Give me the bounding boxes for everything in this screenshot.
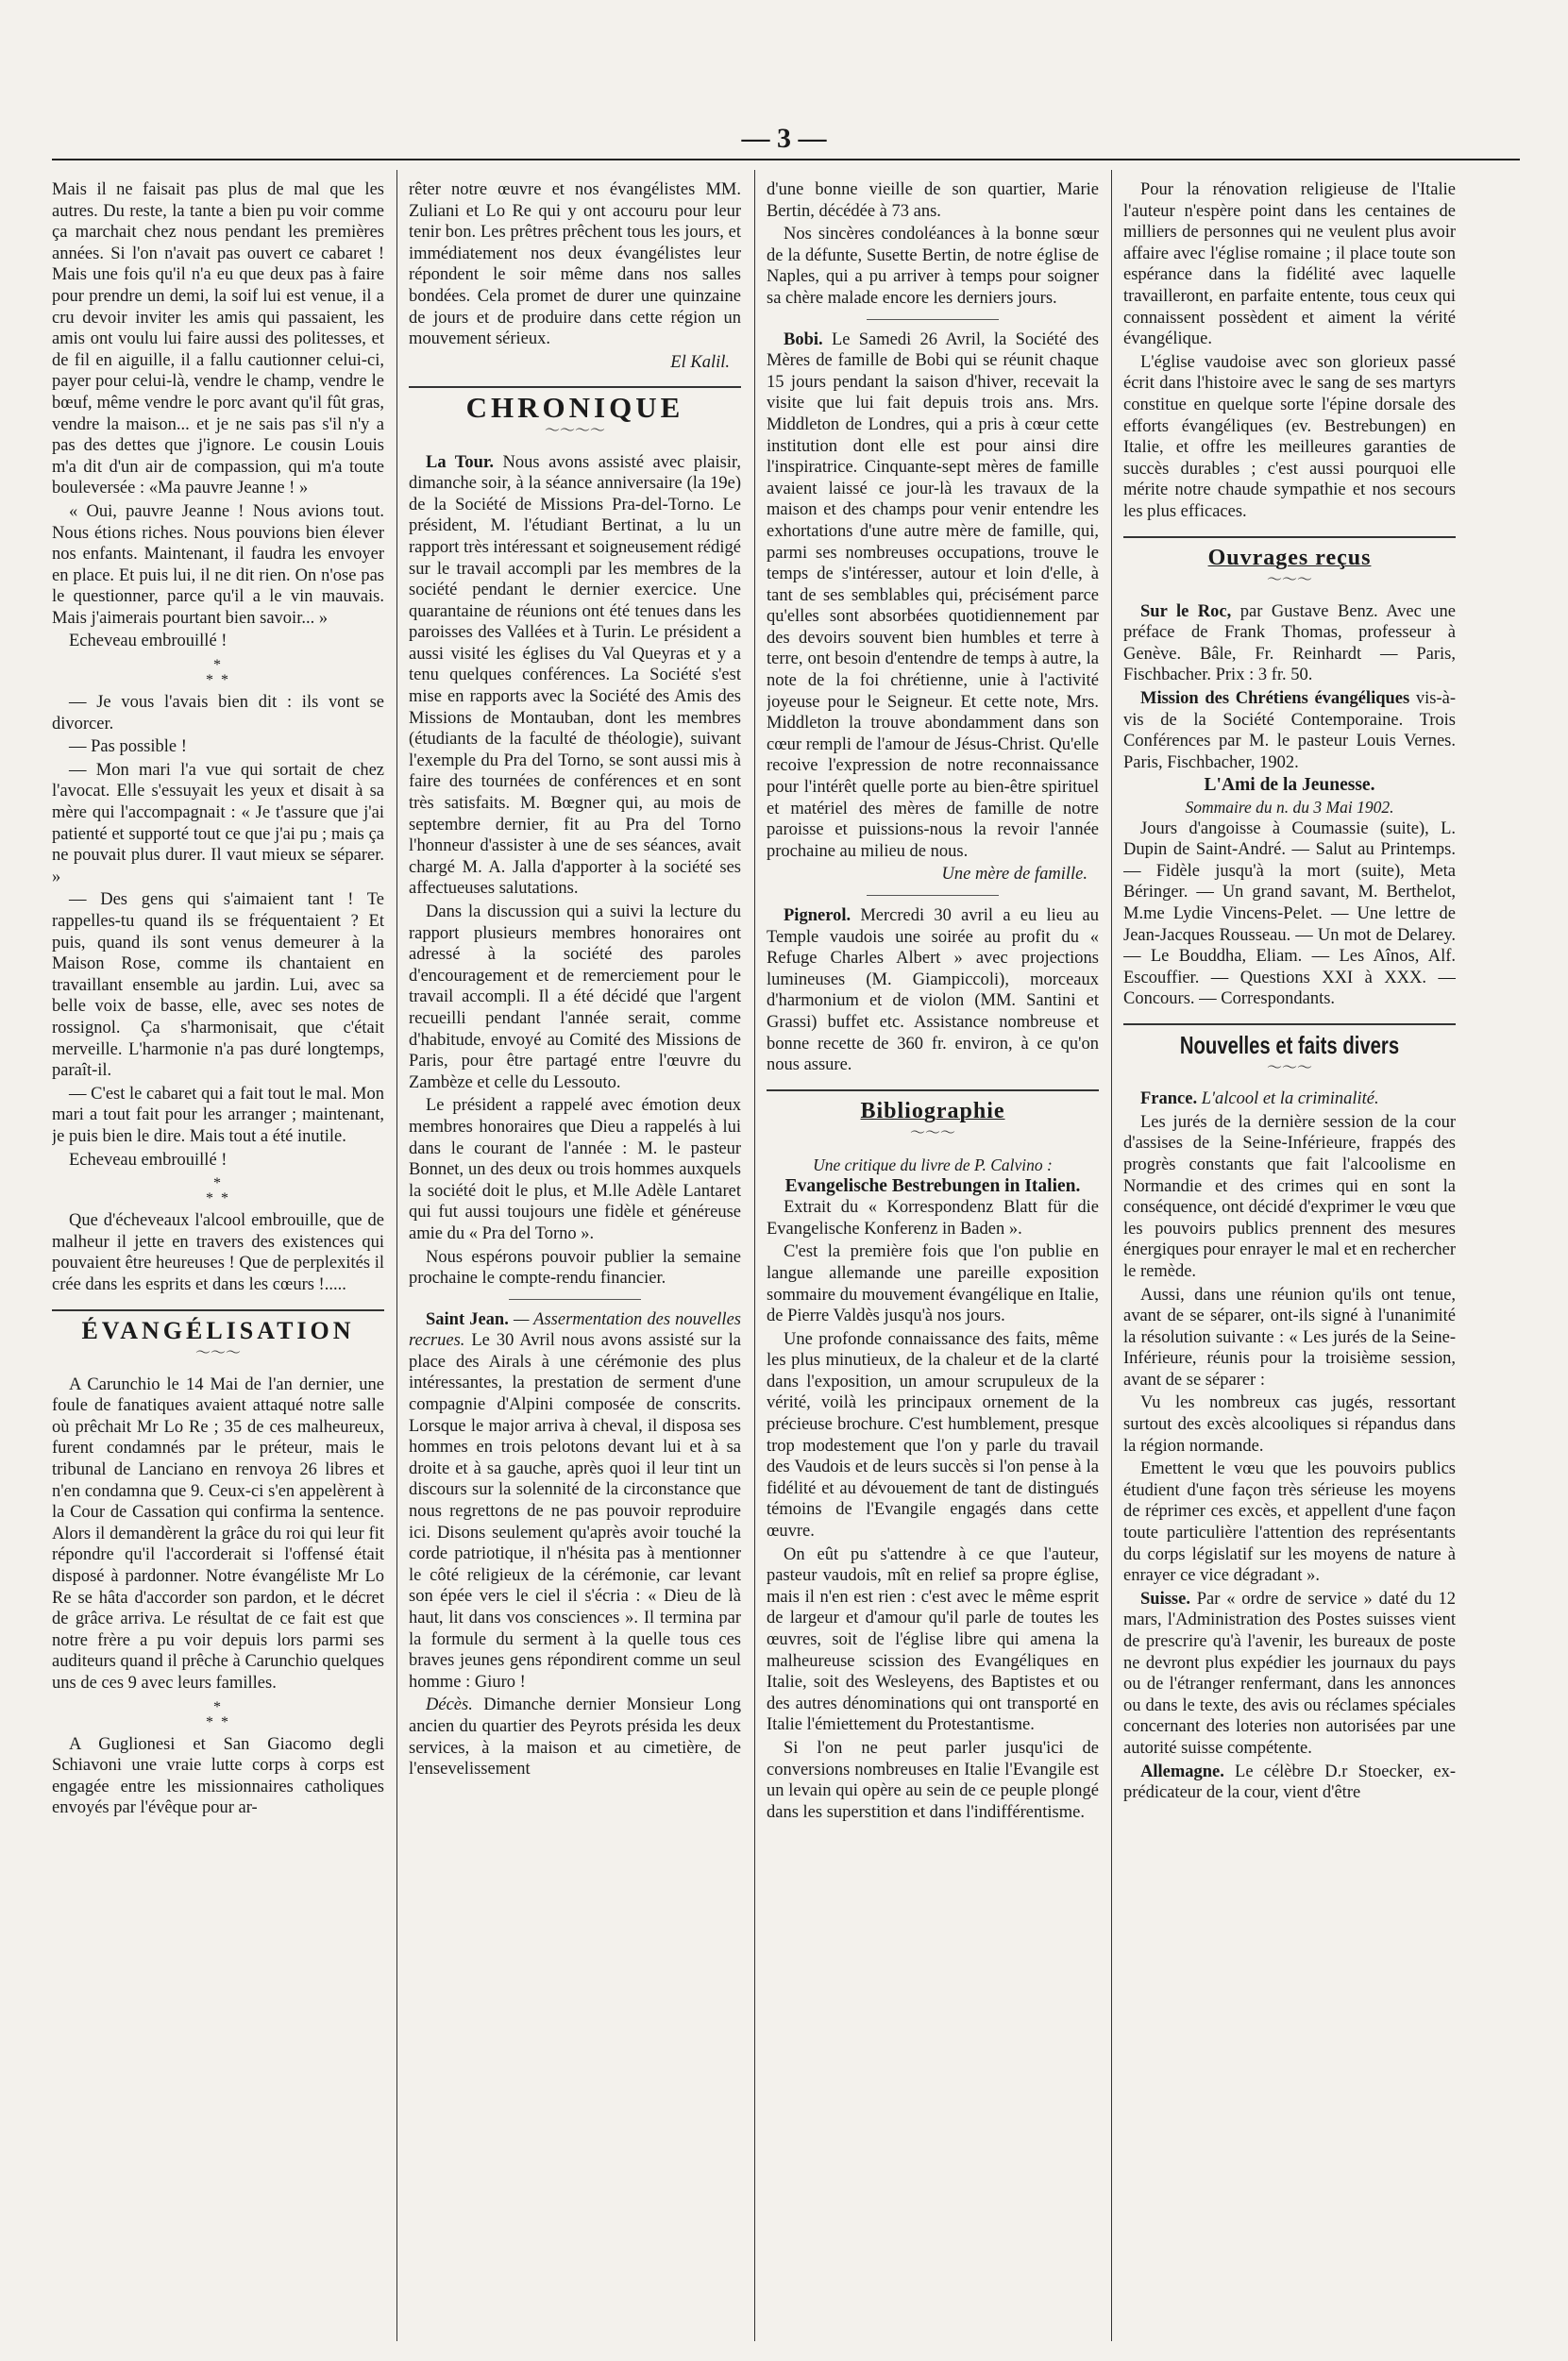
section-rule [1123,536,1456,538]
paragraph: Echeveau embrouillé ! [69,1150,228,1170]
item-text: Mercredi 30 avril a eu lieu au Temple vaudois une soirée au profit du « Refuge Charles Albert » avec projections lumineuses (M. Giampiccoli), morceaux d'harmonium et de violon (MM. Santini et Grassi) buffet etc. Assistance nombreuse et bonne recette de 360 fr. environ, à ce qu'on nous assure. [767,906,1099,1075]
paragraph: « Oui, pauvre Jeanne ! Nous avions tout. Nous étions riches. Nous pouvions bien élever nos enfants. Maintenant, il faudra les envoyer en place. Et puis lui, il ne dit rien. On n'ose pas le questionner, parce qu'il a le vin mauvais. Mais j'aimerais pourtant bien savoir... » [52,501,384,628]
paragraph: Les jurés de la dernière session de la cour d'assises de la Seine-Inférieure, frappés des progrès constants que fait l'alcoolisme en Normandie et des crimes qui en sont la conséquence, ont décidé d'exprimer le vœu que les pouvoirs publics prennent des mesures énergiques pour enrayer le mal et en rechercher le remède. [1123,1112,1456,1281]
section-rule [1123,1023,1456,1025]
item-subheading: — Assermentation des nouvelles recrues. [409,1309,741,1351]
ornament: 〜〜〜〜 [544,422,605,439]
paragraph: Mais il ne faisait pas plus de mal que les autres. Du reste, la tante a bien pu voir comme ça marchait chez nous pendant les premières années. Si l'on n'avait pas ouvert ce cabaret ! Mais une fois qu'il n'a eu que deux pas à faire pour prendre un demi, la soif lui est venue, il a cru devoir inviter les amis qui passaient, les amis ont voulu lui faire aussi des politesses, et de fil en aiguille, il a fallu cautionner celui-ci, payer pour celui-là, vendre le champ, vendre le bœuf, même vendre le porc avant qu'il fût gras, vendre la maison... et je ne sais pas s'il n'y a pas des dettes que j'ignore. Le cousin Louis m'a dit d'un air de compassion, qui m'a toute bouleversée : «Ma pauvre Jeanne ! » [52,180,384,498]
column-divider [396,170,397,2341]
periodical-subtitle: Sommaire du n. du 3 Mai 1902. [1185,798,1394,818]
paragraph: Nos sincères condoléances à la bonne sœur de la défunte, Susette Bertin, de notre église de Naples, qui a pu arriver à temps pour soigner sa chère malade encore les derniers jours. [767,225,1099,308]
column-2 [409,179,741,2332]
separator [509,1299,642,1300]
paragraph: Nous espérons pouvoir publier la semaine prochaine le compte-rendu financier. [409,1247,741,1289]
item-text: Nous avons assisté avec plaisir, dimanche soir, à la séance anniversaire (la 19e) de la Société de Missions Pra-del-Torno. Le président, M. l'étudiant Bertinat, a lu un rapport très intéressant et soigneusement rédigé sur le travail accompli par les membres de la société pendant le dernier exercice. Une quarantaine de réunions ont été tenues dans les paroisses des Vallées et à Turin. Le président a aussi visité les églises du Val Queyras et y a tenu quelques conférences. La Société s'est mise en rapports avec la Société des Amis des Missions de Montauban, dont les membres (étudiants de la faculté de théologie), suivant l'exemple du Pra del Torno, se sont aussi mis à faire des tournées de conférences et en sont très satisfaits. M. Bœgner qui, au mois de septembre dernier, fit au Pra del Torno l'honneur d'assister à une de ses séances, avait chargé M. A. Jalla d'apporter à la société ses affectueuses salutations. [409,452,741,899]
column-4 [1123,179,1456,2332]
paragraph: — Mon mari l'a vue qui sortait de chez l'avocat. Elle s'essuyait les yeux et disait à sa mère qui l'accompagnait : « Je t'assure que j'ai patienté et supporté tout ce que j'ai pu ; mais ça ne pouvait plus durer. Il vaut mieux se séparer. » [52,760,384,886]
paragraph: C'est la première fois que l'on publie en langue allemande une pareille exposition sommaire du mouvement évangélique en Italie, de Pierre Valdès jusqu'à nos jours. [767,1242,1099,1326]
paragraph: A Carunchio le 14 Mai de l'an dernier, une foule de fanatiques avaient attaqué notre salle où prêchait Mr Lo Re ; 35 de ces malheureux, furent condamnés par le préteur, mais le tribunal de Lanciano en renvoya 26 libres et n'en condamna que 9. Ceux-ci s'en appelèrent à la Cour de Cassation qui confirma la sentence. Alors il demandèrent la grâce du roi qui leur fit répondre qu'il l'accorderait si l'offensé était disposé à pardonner. Notre évangéliste Mr Lo Re se hâta d'accorder son pardon, et le décret de grâce arriva. Le résultat de ce fait est que notre frère a pu voir depuis lors parmi ses auditeurs quand il prêche à Carunchio quelques uns de ces 9 avec leurs familles. [52,1374,384,1693]
review-caption: Une critique du livre de P. Calvino : [813,1155,1053,1174]
section-rule [767,1089,1099,1091]
item-heading: Allemagne. [1140,1762,1224,1781]
section-rule [52,1309,384,1311]
item-text: Dimanche dernier Monsieur Long ancien du quartier des Peyrots présida les deux services, à la maison et au cimetière, de l'ensevelissement [409,1695,741,1779]
separator [867,319,1000,320]
paragraph: Pour la rénovation religieuse de l'Italie l'auteur n'espère point dans les centaines de milliers de personnes qui ne veulent plus avoir affaire avec l'église romaine ; il place toute son espérance dans la fidélité avec laquelle travailleront, en parfaite entente, tous ceux qui connaissent possèdent et aiment la vérité évangélique. [1123,180,1456,349]
section-title-ouvrages-recus: Ouvrages reçus [1207,545,1372,570]
paragraph: Extrait du « Korrespondenz Blatt für die Evangelische Konferenz in Baden ». [767,1198,1099,1239]
paragraph: Dans la discussion qui a suivi la lecture du rapport plusieurs membres honoraires ont adressé à la société des paroles d'encouragement et de remerciement pour le travail accompli. Il a été décidé que l'argent recueilli pendant l'année serait, comme d'habitude, envoyé au Comité des Missions de Paris, pour être partagé entre l'œuvre du Zambèze et celle du Lessouto. [409,902,741,1092]
item-text: Par « ordre de service » daté du 12 mars, l'Administration des Postes suisses vient de prescrire qu'à l'avenir, les bureaux de poste ne devront plus expédier les journaux du pays ou de l'étranger renfermant, dans les annonces ou dans le texte, des avis ou réclames spéciales concernant des loteries non autorisées par une autorité suisse compétente. [1123,1589,1456,1758]
paragraph: Aussi, dans une réunion qu'ils ont tenue, avant de se séparer, ont-ils signé à l'unanimité la résolution suivante : « Les jurés de la Seine-Inférieure, réunis pour la troisième session, avant de se séparer : [1123,1285,1456,1390]
item-heading: Pignerol. [784,906,851,925]
paragraph: Que d'écheveaux l'alcool embrouille, que de malheur il jette en travers des existences qui pouvaient être heureuses ! Que de perplexités il crée dans les esprits et dans les cœurs !..... [52,1211,384,1294]
paragraph: Le président a rappelé avec émotion deux membres honoraires que Dieu a rappelés à lui dans le courant de l'année : M. le pasteur Bonnet, un des deux ou trois hommes auxquels la société doit le plus, et M.lle Adèle Lantaret qui fut aussi toujours une fidèle et généreuse amie du « Pra del Torno ». [409,1096,741,1243]
item-subheading: L'alcool et la criminalité. [1197,1089,1379,1109]
section-title-evangelisation: ÉVANGÉLISATION [81,1316,355,1344]
paragraph: Emettent le vœu que les pouvoirs publics étudient d'une façon très sérieuse les moyens de réprimer ces excès, et appellent d'une façon toute particulière l'attention des représentants du corps législatif sur les moyens de nature à enrayer ce vice dégradant ». [1123,1459,1456,1586]
paragraph: L'église vaudoise avec son glorieux passé écrit dans l'histoire avec le sang de ses martyrs constitue en quelque sorte l'épine dorsale des efforts évangéliques (ev. Bestrebungen) en Italie, et offre les meilleures garanties de succès durables ; c'est aussi pourquoi elle mérite notre chaude sympathie et nos secours les plus efficaces. [1123,352,1456,521]
book-text: par Gustave Benz. Avec une préface de Frank Thomas, professeur à Genève. Bâle, Fr. Reinhardt — Paris, Fischbacher. Prix : 3 fr. 50. [1123,601,1456,685]
item-text: Le 30 Avril nous avons assisté sur la place des Airals à une cérémonie des plus intéressantes, la prestation de serment d'une compagnie d'Alpini composée de conscrits. Lorsque le major arriva à cheval, il disposa ses hommes en trois pelotons devant lui et à sa droite et à sa gauche, après quoi il leur tint un discours sur la solennité de la circonstance que nous regrettons de ne pas pouvoir reproduire ici. Disons seulement qu'après avoir touché la corde patriotique, il n'hésita pas à mentionner le côté religieux de la cérémonie, car levant son épée vers le ciel il s'écria : « Dieu de là haut, lit dans vos consciences ». Il termina par la formule du serment à la quelle tous ces braves jeunes gens répondirent comme un seul homme : Giuro ! [409,1331,741,1692]
ornament: 〜〜〜 [1266,572,1312,589]
item-text: Le Samedi 26 Avril, la Société des Mères de famille de Bobi qui se réunit chaque 15 jours pendant la saison d'hiver, recevait la visite que lui fait depuis trois ans. Mrs. Middleton de Londres, qui a pris à cœur cette institution dont elle est pour ainsi dire l'inspiratrice. Cinquante-sept mères de famille avaient laissé ce jour-là les travaux de la maison et des champs pour venir entendre les exhortations d'une autre mère de famille, qui, parmi ses nombreuses occupations, trouve le temps de s'intéresser, autour et loin d'elle, à tant de ses semblables qui, précisément parce qu'elles sont absorbées quotidiennement par des devoirs souvent bien humbles et terre à terre, ont besoin d'entendre de temps à autre, la note de la foi chrétienne, unie à l'activité joyeuse pour le Seigneur. Et cette note, Mrs. Middleton la trouve abondamment dans son cœur rempli de l'amour de Jésus-Christ. Qu'elle recoive l'expression de notre reconnaissance pour l'intérêt quelle porte au bien-être spirituel et matériel des mères de famille de notre paroisse et puissions-nous la revoir l'année prochaine au milieu de nous. [767,329,1099,861]
periodical-title: L'Ami de la Jeunesse. [1204,775,1375,796]
item-heading: Suisse. [1140,1589,1190,1609]
column-divider [1111,170,1112,2341]
paragraph: Si l'on ne peut parler jusqu'ici de conversions nombreuses en Italie l'Evangile est un levain qui opère au sein de ce peuple plongé dans les superstition et dans l'indifférentisme. [767,1738,1099,1822]
signature: Une mère de famille. [941,865,1087,885]
column-divider [754,170,755,2341]
item-heading: France. [1140,1089,1198,1109]
page-number: — 3 — [741,123,827,154]
signature: El Kalil. [670,352,730,372]
paragraph: — Des gens qui s'aimaient tant ! Te rappelles-tu quand ils se fréquentaient ? Et puis, quand ils sont venus demeurer à la Maison Rose, comme ils chantaient en travaillant ensemble au jardin. Lui, avec sa belle voix de basse, elle, avec ses notes de rossignol. Ça s'harmonisait, que c'était merveille. L'harmonie n'a pas duré longtemps, paraît-il. [52,890,384,1081]
ornament: 〜〜〜 [194,1345,241,1362]
ornament: 〜〜〜 [1266,1059,1312,1076]
section-title-bibliographie: Bibliographie [860,1098,1005,1123]
item-heading: La Tour. [426,452,495,472]
separator [867,895,1000,896]
paragraph: Une profonde connaissance des faits, même les plus minutieux, de la chaleur et de la clarté dans l'exposition, un amour scrupuleux de la vérité, voilà les principaux ornement de la précieuse brochure. C'est humblement, presque trop modestement que l'on y parle du travail des Vaudois et de leurs succès si l'on pense à la fidélité et au dévouement de tant de distingués témoins de l'Evangile engagés dans cette œuvre. [767,1329,1099,1542]
item-heading: Bobi. [784,329,823,349]
paragraph: — Pas possible ! [69,737,187,757]
book-heading: Sur le Roc, [1140,601,1232,621]
paragraph: A Guglionesi et San Giacomo degli Schiavoni une vraie lutte corps à corps est engagée entre les missionnaires catholiques envoyés par l'évêque pour ar- [52,1734,384,1818]
item-heading: Décès. [426,1695,473,1715]
paragraph: Echeveau embrouillé ! [69,632,228,651]
asterism-separator: * * * [206,657,230,689]
book-title: Evangelische Bestrebungen in Italien. [784,1175,1081,1196]
asterism-separator: * * * [206,1175,230,1207]
paragraph: — Je vous l'avais bien dit : ils vont se divorcer. [52,693,384,734]
paragraph: Jours d'angoisse à Coumassie (suite), L. Dupin de Saint-André. — Salut au Printemps. — Fidèle jusqu'à la mort (suite), Meta Béringer. — Un grand savant, M. Berthelot, M.me Lydie Vincens-Pelet. — Une lettre de Jean-Jacques Rousseau. — Un mot de Delarey. — Le Bouddha, Eliam. — Les Aînos, Alf. Escouffier. — Questions XXI à XXX. — Concours. — Correspondants. [1123,818,1456,1009]
item-text: Le célèbre D.r Stoecker, ex-prédicateur de la cour, vient d'être [1123,1762,1456,1803]
section-rule [409,386,741,388]
ornament: 〜〜〜 [909,1125,955,1142]
paragraph: — C'est le cabaret qui a fait tout le mal. Mon mari a tout fait pour les arranger ; maintenant, je puis bien le dire. Mais tout a été inutile. [52,1084,384,1146]
paragraph: rêter notre œuvre et nos évangélistes MM. Zuliani et Lo Re qui y ont accouru pour leur tenir bon. Les prêtres prêchent tous les jours, et immédiatement nos deux évangélistes leur répondent le soir même dans nos salles bondées. Cela promet de durer une quinzaine de jours et de produire dans cette région un mouvement sérieux. [409,180,741,349]
paragraph: On eût pu s'attendre à ce que l'auteur, pasteur vaudois, mît en relief sa propre église, mais il n'en est rien : c'est avec le même esprit de largeur et d'amour qu'il parle de toutes les œuvres, soit de l'église libre qui amena la malheureuse scission des Evangéliques en Italie, soit des Wesleyens, des Baptistes et ou des autres dénominations qui ont transporté en Italie l'émiettement du Protestantisme. [767,1544,1099,1735]
paragraph: Vu les nombreux cas jugés, ressortant surtout des excès alcooliques si répandus dans la région normande. [1123,1393,1456,1456]
book-text: vis-à-vis de la Société Contemporaine. Trois Conférences par M. le pasteur Louis Vernes. Paris, Fischbacher, 1902. [1123,689,1456,772]
column-1 [52,179,384,2332]
asterism-separator: * * * [206,1698,230,1730]
section-title-chronique: CHRONIQUE [465,391,684,425]
header-rule [52,159,1520,160]
section-title-nouvelles: Nouvelles et faits divers [1179,1030,1400,1059]
book-heading: Mission des Chrétiens évangéliques [1140,689,1410,709]
paragraph: d'une bonne vieille de son quartier, Marie Bertin, décédée à 73 ans. [767,180,1099,221]
column-3 [767,179,1099,2332]
item-heading: Saint Jean. [426,1309,509,1329]
